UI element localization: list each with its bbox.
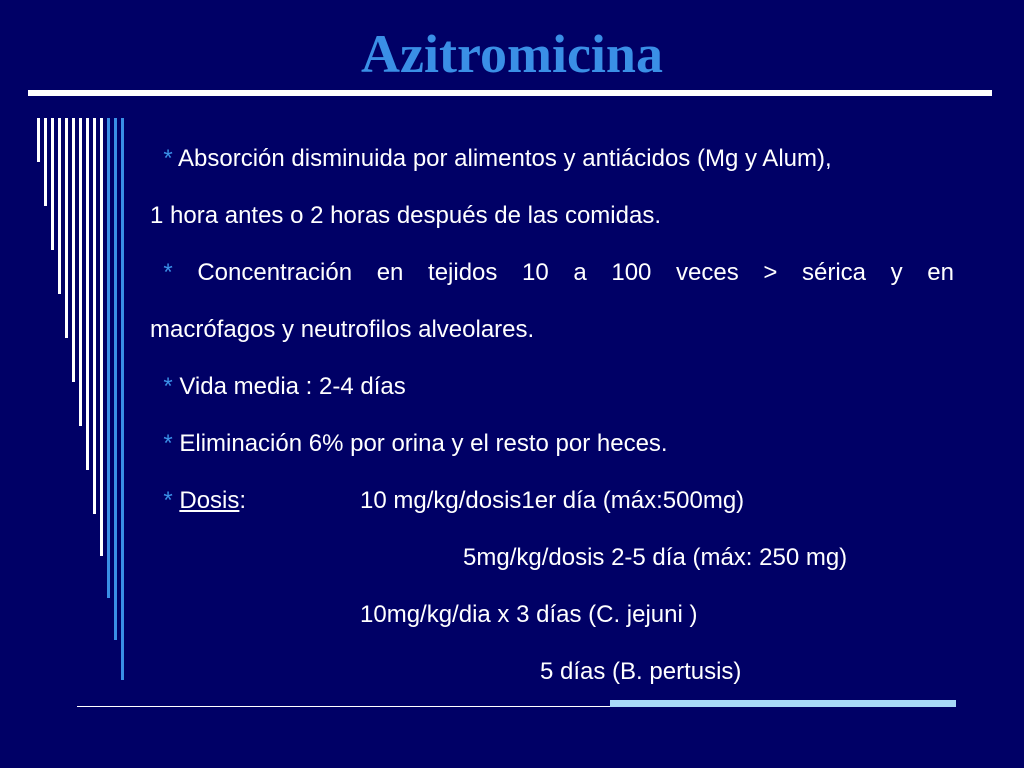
bullet-text: 1 hora antes o 2 horas después de las comidas. — [150, 202, 661, 229]
bullet-word — [150, 244, 173, 301]
dose-line-2: 5mg/kg/dosis 2-5 día (máx: 250 mg) — [463, 544, 848, 571]
bullet-word: veces — [676, 259, 739, 286]
decorative-bar — [37, 118, 40, 162]
bullet-word: y — [890, 259, 903, 286]
decorative-bar — [107, 118, 110, 598]
dose-line-3: 10mg/kg/dia x 3 días (C. jejuni ) — [360, 601, 698, 628]
bullet-word: Concentración — [197, 259, 353, 286]
bullet-absorcion-cont — [150, 187, 954, 244]
footer-accent-bar — [610, 700, 956, 707]
bullet-word: en — [376, 259, 404, 286]
bullet-marker: * — [163, 487, 173, 514]
bullet-text: Vida media : 2-4 días — [179, 373, 406, 400]
decorative-bar — [86, 118, 89, 470]
bullet-word: > — [763, 259, 778, 286]
decorative-bar — [72, 118, 75, 382]
bullet-absorcion — [150, 130, 954, 187]
dose-row-4 — [150, 643, 954, 700]
bullet-concentracion-cont — [150, 301, 954, 358]
decorative-bar — [58, 118, 61, 294]
title-divider — [28, 90, 992, 96]
dosis-label: Dosis — [179, 487, 240, 514]
bullet-text: Eliminación 6% por orina y el resto por heces. — [179, 430, 668, 457]
bullet-word: sérica — [801, 259, 867, 286]
bullet-word: en — [927, 259, 954, 286]
bullet-concentracion — [150, 244, 954, 301]
bullet-word: tejidos — [428, 259, 498, 286]
slide-body — [150, 130, 954, 700]
bullet-word: 10 — [522, 259, 549, 286]
bullet-word: 100 — [611, 259, 652, 286]
bullet-vida-media — [150, 358, 954, 415]
bullet-marker: * — [163, 373, 173, 400]
decorative-bar — [121, 118, 124, 680]
dose-line-4: 5 días (B. pertusis) — [540, 658, 742, 685]
bullet-marker: * — [163, 145, 173, 172]
footer-divider — [77, 706, 610, 707]
decorative-bar — [65, 118, 68, 338]
dose-row-3 — [150, 586, 954, 643]
decorative-bar — [44, 118, 47, 206]
decorative-bar — [51, 118, 54, 250]
bullet-marker: * — [163, 430, 173, 457]
bullet-text: Absorción disminuida por alimentos y antiácidos (Mg y Alum), — [178, 145, 832, 172]
bullet-word: a — [573, 259, 587, 286]
bullet-eliminacion — [150, 415, 954, 472]
decorative-bar — [93, 118, 96, 514]
decorative-bar — [100, 118, 103, 556]
dose-line-1: 10 mg/kg/dosis1er día (máx:500mg) — [360, 487, 745, 514]
decorative-bar — [79, 118, 82, 426]
bullet-marker: * — [163, 259, 173, 286]
bullet-text: macrófagos y neutrofilos alveolares. — [150, 316, 535, 343]
slide-title: Azitromicina — [361, 24, 663, 84]
decorative-bar — [114, 118, 117, 640]
bullet-dosis — [150, 472, 954, 529]
dose-row-2 — [150, 529, 954, 586]
dosis-colon: : — [239, 487, 247, 514]
